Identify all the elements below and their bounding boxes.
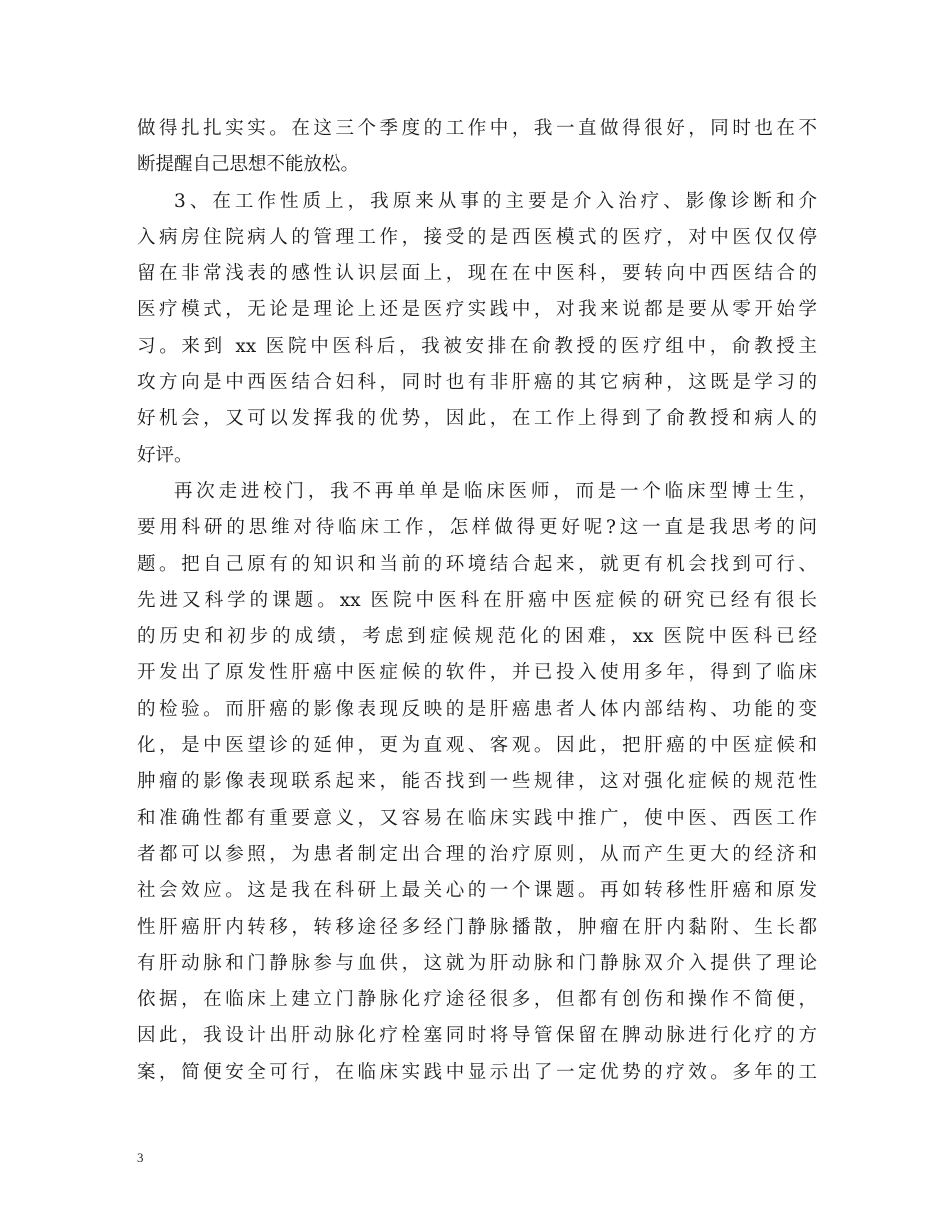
- text-line: 题。把自己原有的知识和当前的环境结合起来，就更有机会找到可行、: [137, 553, 817, 575]
- text-line: 性肝癌肝内转移，转移途径多经门静脉播散，肿瘤在肝内黏附、生长都: [137, 916, 817, 938]
- text-line: 断提醒自己思想不能放松。: [137, 154, 360, 176]
- text-line: 3、在工作性质上，我原来从事的主要是介入治疗、影像诊断和介: [174, 190, 817, 212]
- text-line: 肿瘤的影像表现联系起来，能否找到一些规律，这对强化症候的规范性: [137, 771, 817, 793]
- text-line: 和准确性都有重要意义，又容易在临床实践中推广，使中医、西医工作: [137, 807, 817, 829]
- text-line: 化，是中医望诊的延伸，更为直观、客观。因此，把肝癌的中医症候和: [137, 735, 817, 757]
- text-line: 入病房住院病人的管理工作，接受的是西医模式的医疗，对中医仅仅停: [137, 226, 817, 248]
- text-line: 的检验。而肝癌的影像表现反映的是肝癌患者人体内部结构、功能的变: [137, 698, 817, 720]
- text-line: 案，简便安全可行，在临床实践中显示出了一定优势的疗效。多年的工: [137, 1061, 817, 1083]
- text-line: 依据，在临床上建立门静脉化疗途径很多，但都有创伤和操作不简便，: [137, 989, 817, 1011]
- body-text: [137, 111, 817, 1091]
- text-line: 习。来到 xx 医院中医科后，我被安排在俞教授的医疗组中，俞教授主: [137, 335, 817, 357]
- text-line: 好评。: [137, 444, 193, 466]
- text-line: 好机会，又可以发挥我的优势，因此，在工作上得到了俞教授和病人的: [137, 408, 817, 430]
- text-line: 留在非常浅表的感性认识层面上，现在在中医科，要转向中西医结合的: [137, 263, 817, 285]
- text-line: 再次走进校门，我不再单单是临床医师，而是一个临床型博士生，: [174, 480, 817, 502]
- text-line: 攻方向是中西医结合妇科，同时也有非肝癌的其它病种，这既是学习的: [137, 372, 817, 394]
- text-line: 者都可以参照，为患者制定出合理的治疗原则，从而产生更大的经济和: [137, 843, 817, 865]
- text-line: 社会效应。这是我在科研上最关心的一个课题。再如转移性肝癌和原发: [137, 880, 817, 902]
- text-line: 因此，我设计出肝动脉化疗栓塞同时将导管保留在脾动脉进行化疗的方: [137, 1025, 817, 1047]
- page-number: 3: [137, 1150, 144, 1165]
- text-line: 医疗模式，无论是理论上还是医疗实践中，对我来说都是要从零开始学: [137, 299, 817, 321]
- text-line: 先进又科学的课题。xx 医院中医科在肝癌中医症候的研究已经有很长: [137, 589, 817, 611]
- text-line: 的历史和初步的成绩，考虑到症候规范化的困难，xx 医院中医科已经: [137, 626, 817, 648]
- text-line: 做得扎扎实实。在这三个季度的工作中，我一直做得很好，同时也在不: [137, 118, 817, 139]
- text-line: 要用科研的思维对待临床工作，怎样做得更好呢?这一直是我思考的问: [137, 517, 817, 539]
- text-line: 开发出了原发性肝癌中医症候的软件，并已投入使用多年，得到了临床: [137, 662, 817, 684]
- text-line: 有肝动脉和门静脉参与血供，这就为肝动脉和门静脉双介入提供了理论: [137, 952, 817, 974]
